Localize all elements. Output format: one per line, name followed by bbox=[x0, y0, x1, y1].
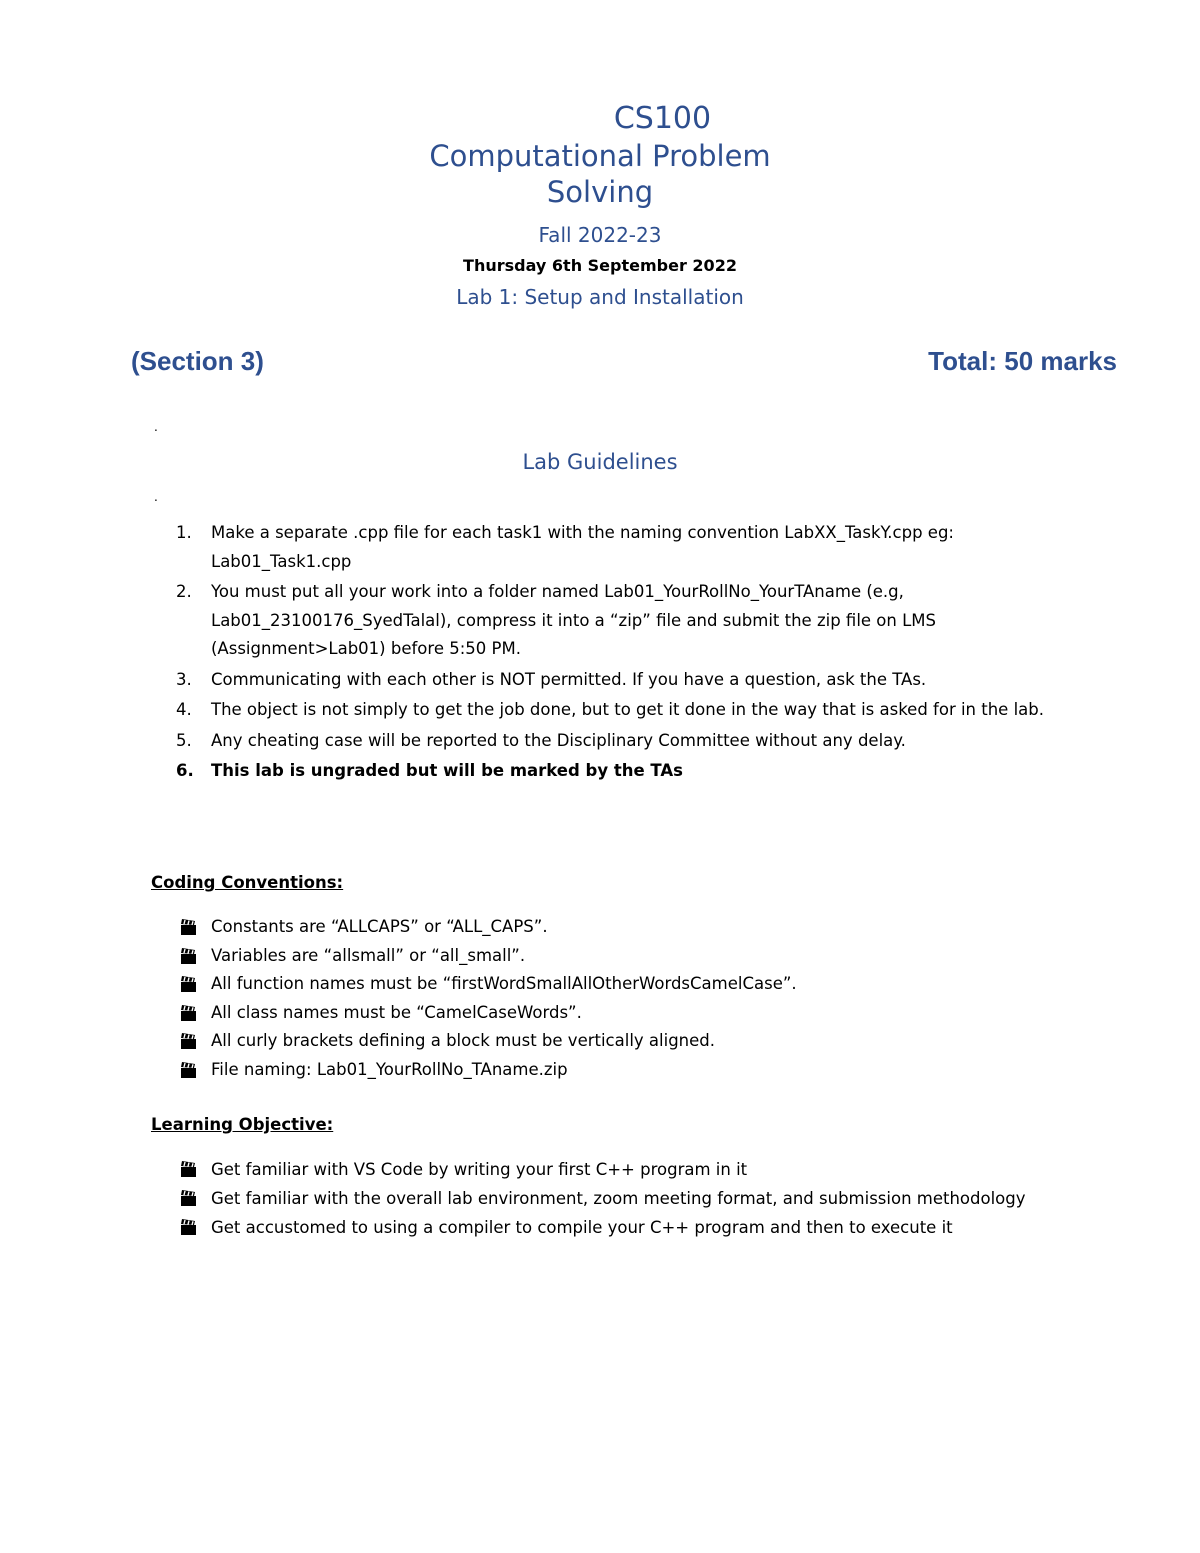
list-text: File naming: Lab01_YourRollNo_TAname.zip bbox=[211, 1059, 568, 1079]
lab-date: Thursday 6th September 2022 bbox=[463, 256, 737, 275]
list-number: 2. bbox=[176, 582, 192, 601]
list-item bbox=[150, 1213, 1050, 1242]
list-text: This lab is ungraded but will be marked by the TAs bbox=[211, 761, 683, 780]
list-item bbox=[150, 727, 1070, 756]
paragraph-dot: . bbox=[154, 490, 158, 504]
term: Fall 2022-23 bbox=[538, 223, 662, 247]
course-name-line1: Computational Problem bbox=[429, 139, 771, 173]
list-text: Get familiar with the overall lab environment, zoom meeting format, and submission methodology bbox=[211, 1189, 1026, 1208]
list-number: 4. bbox=[176, 700, 192, 719]
list-text: Constants are “ALLCAPS” or “ALL_CAPS”. bbox=[211, 917, 548, 936]
list-item bbox=[150, 999, 1050, 1028]
list-item bbox=[150, 696, 1070, 725]
list-item bbox=[150, 1184, 1050, 1213]
course-name bbox=[0, 138, 1200, 210]
course-name-line2: Solving bbox=[546, 175, 654, 209]
clapperboard-icon bbox=[179, 1060, 199, 1080]
list-text: All curly brackets defining a block must be vertically aligned. bbox=[211, 1031, 715, 1050]
list-item bbox=[150, 1027, 1050, 1056]
list-item bbox=[150, 757, 1070, 786]
list-item bbox=[150, 578, 1070, 664]
coding-conventions-list bbox=[150, 913, 1050, 1084]
list-number: 6. bbox=[176, 761, 194, 780]
clapperboard-icon bbox=[179, 946, 199, 966]
list-text: Communicating with each other is NOT permitted. If you have a question, ask the TAs. bbox=[211, 669, 927, 689]
guidelines-list bbox=[150, 519, 1070, 788]
list-item bbox=[150, 1155, 1050, 1184]
list-item bbox=[150, 970, 1050, 999]
clapperboard-icon bbox=[179, 1217, 199, 1237]
list-item bbox=[150, 913, 1050, 942]
learning-objective-heading: Learning Objective: bbox=[151, 1115, 334, 1134]
clapperboard-icon bbox=[179, 1188, 199, 1208]
clapperboard-icon bbox=[179, 1031, 199, 1051]
list-number: 5. bbox=[176, 730, 192, 750]
list-item bbox=[150, 666, 1070, 695]
list-item bbox=[150, 1056, 1050, 1085]
list-text: Get accustomed to using a compiler to compile your C++ program and then to execute it bbox=[211, 1218, 953, 1237]
total-marks: Total: 50 marks bbox=[928, 346, 1117, 376]
course-code: CS100 bbox=[613, 101, 712, 136]
list-item bbox=[150, 519, 1070, 576]
section-label: (Section 3) bbox=[131, 346, 264, 376]
clapperboard-icon bbox=[179, 974, 199, 994]
list-text: The object is not simply to get the job done, but to get it done in the way that is asked for in the lab. bbox=[211, 700, 1044, 719]
clapperboard-icon bbox=[179, 917, 199, 937]
list-text: All class names must be “CamelCaseWords”. bbox=[211, 1002, 582, 1022]
list-item bbox=[150, 942, 1050, 971]
paragraph-dot: . bbox=[154, 420, 158, 434]
list-number: 1. bbox=[176, 523, 192, 542]
list-text: Any cheating case will be reported to the Disciplinary Committee without any delay. bbox=[211, 730, 906, 750]
coding-conventions-heading: Coding Conventions: bbox=[151, 873, 344, 892]
guidelines-title: Lab Guidelines bbox=[522, 450, 678, 474]
list-text: All function names must be “firstWordSmallAllOtherWordsCamelCase”. bbox=[211, 974, 797, 993]
lab-title: Lab 1: Setup and Installation bbox=[456, 285, 744, 309]
list-number: 3. bbox=[176, 669, 192, 689]
clapperboard-icon bbox=[179, 1003, 199, 1023]
list-text: You must put all your work into a folder named Lab01_YourRollNo_YourTAname (e.g, Lab01_23100176_SyedTalal), compress it into a “zip” file and submit the zip file on LMS (Assignment>Lab01) before 5:50 PM. bbox=[211, 582, 936, 658]
list-text: Make a separate .cpp file for each task1 with the naming convention LabXX_TaskY.cpp eg: Lab01_Task1.cpp bbox=[211, 523, 954, 571]
list-text: Get familiar with VS Code by writing your first C++ program in it bbox=[211, 1160, 748, 1179]
list-text: Variables are “allsmall” or “all_small”. bbox=[211, 945, 526, 965]
learning-objective-list bbox=[150, 1155, 1050, 1242]
clapperboard-icon bbox=[179, 1159, 199, 1179]
